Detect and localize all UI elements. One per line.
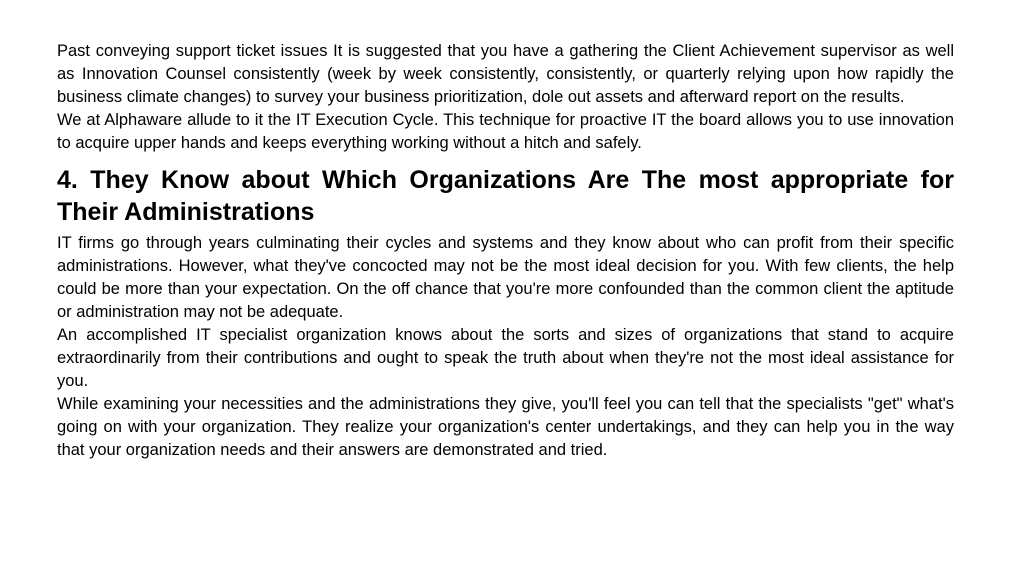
intro-paragraph-1: Past conveying support ticket issues It is suggested that you have a gathering the Client Achievement supervisor as well as Innovation Counsel consistently (week by week consistently, consistently, or quarterly relying upon how rapidly the business climate changes) to survey your business prioritization, dole out assets and afterward report on the results. bbox=[57, 42, 954, 106]
section-paragraph-2: An accomplished IT specialist organization knows about the sorts and sizes of organizations that stand to acquire extraordinarily from their contributions and ought to speak the truth about when they're not the most ideal assistance for you. bbox=[57, 326, 954, 390]
section-heading: 4. They Know about Which Organizations Are The most appropriate for Their Administrations bbox=[57, 166, 954, 226]
section-paragraph-3: While examining your necessities and the administrations they give, you'll feel you can tell that the specialists "get" what's going on with your organization. They realize your organization's center undertakings, and they can help you in the way that your organization needs and their answers are demonstrated and tried. bbox=[57, 395, 954, 459]
section-paragraph-1: IT firms go through years culminating their cycles and systems and they know about who can profit from their specific administrations. However, what they've concocted may not be the most ideal decision for you. With few clients, the help could be more than your expectation. On the off chance that you're more confounded than the common client the aptitude or administration may not be adequate. bbox=[57, 234, 954, 321]
intro-paragraph-2: We at Alphaware allude to it the IT Execution Cycle. This technique for proactive IT the board allows you to use innovation to acquire upper hands and keeps everything working without a hitch and safely. bbox=[57, 111, 954, 152]
